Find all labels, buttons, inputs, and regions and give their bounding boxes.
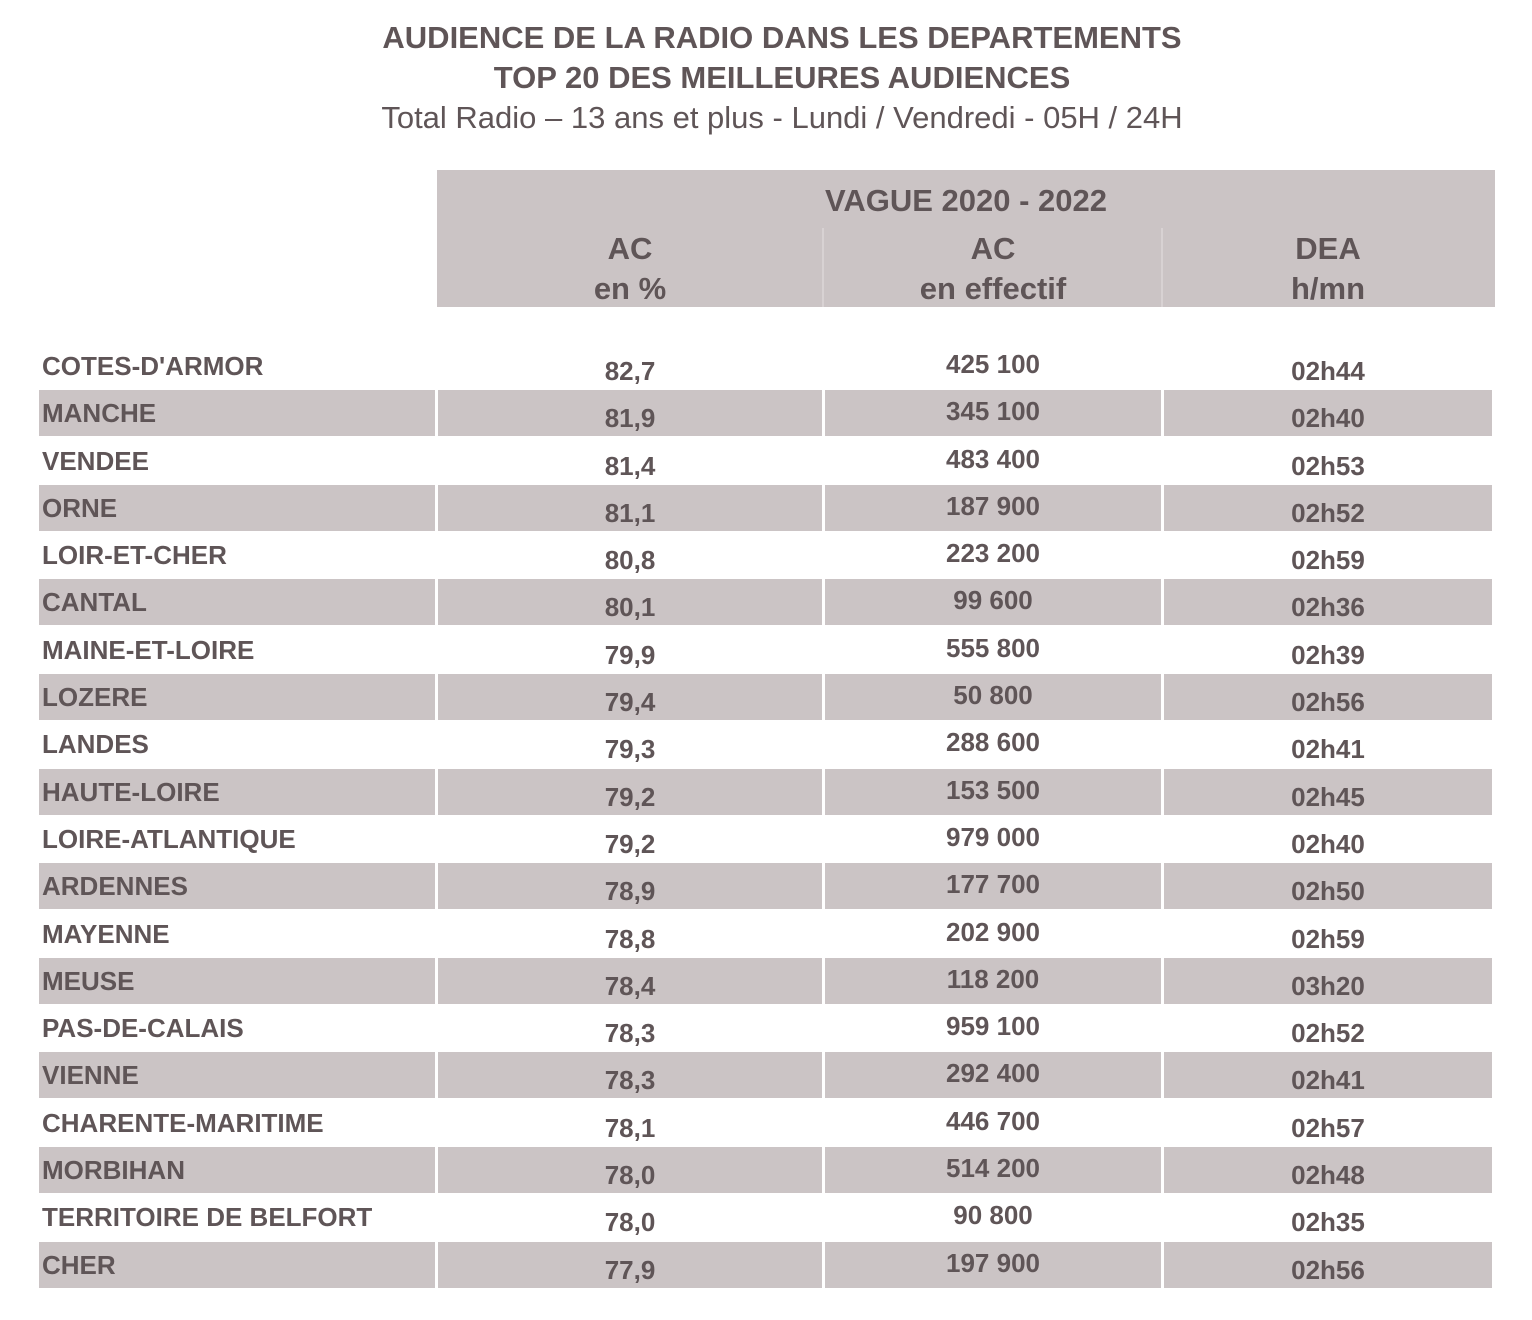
ac-percent-cell: 79,9 bbox=[604, 639, 656, 670]
ac-effectif-cell: 153 500 bbox=[825, 769, 1161, 815]
page-title bbox=[0, 18, 1532, 138]
department-name: MORBIHAN bbox=[39, 1147, 435, 1193]
ac-effectif-cell: 959 100 bbox=[946, 1011, 1040, 1042]
dea-cell: 02h52 bbox=[1291, 1018, 1365, 1049]
title-line-2: TOP 20 DES MEILLEURES AUDIENCES bbox=[493, 60, 1071, 95]
department-name: VIENNE bbox=[39, 1052, 435, 1098]
dea-cell: 03h20 bbox=[1164, 958, 1492, 1004]
department-name: COTES-D'ARMOR bbox=[42, 351, 264, 381]
table-row bbox=[0, 1146, 1532, 1193]
table-row bbox=[0, 389, 1532, 436]
ac-percent-cell: 78,4 bbox=[438, 958, 822, 1004]
dea-cell: 02h41 bbox=[1164, 1052, 1492, 1098]
ac-percent-cell: 78,0 bbox=[438, 1147, 822, 1193]
table-row bbox=[0, 578, 1532, 625]
column-header-line: en % bbox=[593, 271, 667, 306]
dea-cell: 02h41 bbox=[1291, 734, 1365, 765]
dea-cell: 02h57 bbox=[1291, 1112, 1365, 1143]
ac-percent-cell: 79,3 bbox=[604, 734, 656, 765]
title-line-1: AUDIENCE DE LA RADIO DANS LES DEPARTEMENTS bbox=[382, 20, 1182, 55]
department-name: LOIRE-ATLANTIQUE bbox=[42, 823, 296, 854]
header-separator bbox=[822, 228, 824, 307]
dea-cell: 02h59 bbox=[1291, 545, 1365, 576]
department-name: CHER bbox=[39, 1242, 435, 1288]
dea-cell: 02h56 bbox=[1164, 674, 1492, 720]
ac-effectif-cell: 425 100 bbox=[946, 349, 1040, 379]
dea-cell: 02h59 bbox=[1291, 923, 1365, 954]
dea-cell: 02h44 bbox=[1291, 356, 1365, 386]
table-row bbox=[0, 910, 1532, 957]
department-name: MAINE-ET-LOIRE bbox=[42, 634, 255, 665]
ac-effectif-cell: 446 700 bbox=[946, 1105, 1040, 1136]
department-name: MEUSE bbox=[39, 958, 435, 1004]
ac-percent-cell: 78,9 bbox=[438, 863, 822, 909]
ac-effectif-cell: 483 400 bbox=[946, 443, 1040, 474]
department-name: LANDES bbox=[42, 729, 149, 760]
table-row bbox=[0, 815, 1532, 862]
ac-effectif-cell: 514 200 bbox=[825, 1147, 1161, 1193]
dea-cell: 02h40 bbox=[1164, 390, 1492, 436]
table-row bbox=[0, 484, 1532, 531]
department-name: PAS-DE-CALAIS bbox=[42, 1013, 244, 1044]
ac-percent-cell: 78,3 bbox=[604, 1018, 656, 1049]
ac-percent-cell: 78,1 bbox=[604, 1112, 656, 1143]
ac-effectif-cell: 292 400 bbox=[825, 1052, 1161, 1098]
table-row bbox=[0, 626, 1532, 673]
department-name: LOZERE bbox=[39, 674, 435, 720]
department-name: TERRITOIRE DE BELFORT bbox=[42, 1202, 373, 1233]
ac-percent-cell: 81,9 bbox=[438, 390, 822, 436]
dea-cell: 02h53 bbox=[1291, 450, 1365, 481]
dea-cell: 02h45 bbox=[1164, 769, 1492, 815]
ac-effectif-cell: 90 800 bbox=[953, 1200, 1033, 1231]
table-row bbox=[0, 720, 1532, 767]
dea-cell: 02h52 bbox=[1164, 485, 1492, 531]
department-name: MAYENNE bbox=[42, 918, 170, 949]
ac-effectif-cell: 223 200 bbox=[946, 538, 1040, 569]
ac-percent-cell: 78,0 bbox=[604, 1207, 656, 1238]
dea-cell: 02h48 bbox=[1164, 1147, 1492, 1193]
ac-percent-cell: 80,8 bbox=[604, 545, 656, 576]
table-row bbox=[0, 1051, 1532, 1098]
table-row bbox=[0, 957, 1532, 1004]
dea-cell: 02h39 bbox=[1291, 639, 1365, 670]
table-row bbox=[0, 768, 1532, 815]
ac-effectif-cell: 555 800 bbox=[946, 632, 1040, 663]
department-name: CANTAL bbox=[39, 579, 435, 625]
ac-effectif-cell: 202 900 bbox=[946, 916, 1040, 947]
ac-percent-cell: 77,9 bbox=[438, 1242, 822, 1288]
dea-cell: 02h50 bbox=[1164, 863, 1492, 909]
table-row bbox=[0, 531, 1532, 578]
ac-percent-cell: 82,7 bbox=[604, 356, 656, 386]
header-separator bbox=[1161, 228, 1163, 307]
ac-effectif-cell: 118 200 bbox=[825, 958, 1161, 1004]
dea-cell: 02h40 bbox=[1291, 828, 1365, 859]
table-row bbox=[0, 1004, 1532, 1051]
ac-effectif-cell: 345 100 bbox=[825, 390, 1161, 436]
column-header-line: h/mn bbox=[1290, 271, 1366, 306]
table-row bbox=[0, 342, 1532, 389]
ac-effectif-cell: 50 800 bbox=[825, 674, 1161, 720]
ac-percent-cell: 81,1 bbox=[438, 485, 822, 531]
column-header-line: AC bbox=[970, 231, 1016, 266]
ac-percent-cell: 79,4 bbox=[438, 674, 822, 720]
ac-percent-cell: 79,2 bbox=[604, 828, 656, 859]
table-row bbox=[0, 862, 1532, 909]
table-body bbox=[0, 342, 1532, 1288]
ac-effectif-cell: 177 700 bbox=[825, 863, 1161, 909]
column-header-line: AC bbox=[607, 231, 653, 266]
department-name: ORNE bbox=[39, 485, 435, 531]
ac-percent-cell: 80,1 bbox=[438, 579, 822, 625]
ac-percent-cell: 78,3 bbox=[438, 1052, 822, 1098]
column-header-ac-pct bbox=[438, 229, 822, 309]
dea-cell: 02h35 bbox=[1291, 1207, 1365, 1238]
table-row bbox=[0, 673, 1532, 720]
column-header-ac-eff bbox=[825, 229, 1161, 309]
table-row bbox=[0, 1241, 1532, 1288]
department-name: HAUTE-LOIRE bbox=[39, 769, 435, 815]
table-row bbox=[0, 1099, 1532, 1146]
department-name: VENDEE bbox=[42, 445, 149, 476]
ac-effectif-cell: 979 000 bbox=[946, 821, 1040, 852]
ac-percent-cell: 81,4 bbox=[604, 450, 656, 481]
subtitle: Total Radio – 13 ans et plus - Lundi / Vendredi - 05H / 24H bbox=[381, 100, 1183, 135]
ac-effectif-cell: 288 600 bbox=[946, 727, 1040, 758]
table-row bbox=[0, 437, 1532, 484]
ac-effectif-cell: 187 900 bbox=[825, 485, 1161, 531]
dea-cell: 02h36 bbox=[1164, 579, 1492, 625]
table-row bbox=[0, 1193, 1532, 1240]
column-header-dea bbox=[1164, 229, 1492, 309]
department-name: CHARENTE-MARITIME bbox=[42, 1107, 324, 1138]
column-header-line: DEA bbox=[1295, 231, 1361, 266]
department-name: ARDENNES bbox=[39, 863, 435, 909]
wave-label: VAGUE 2020 - 2022 bbox=[824, 183, 1108, 218]
column-header-line: en effectif bbox=[919, 271, 1067, 306]
ac-effectif-cell: 99 600 bbox=[825, 579, 1161, 625]
department-name: MANCHE bbox=[39, 390, 435, 436]
ac-effectif-cell: 197 900 bbox=[825, 1242, 1161, 1288]
ac-percent-cell: 79,2 bbox=[438, 769, 822, 815]
dea-cell: 02h56 bbox=[1164, 1242, 1492, 1288]
ac-percent-cell: 78,8 bbox=[604, 923, 656, 954]
department-name: LOIR-ET-CHER bbox=[42, 540, 227, 571]
